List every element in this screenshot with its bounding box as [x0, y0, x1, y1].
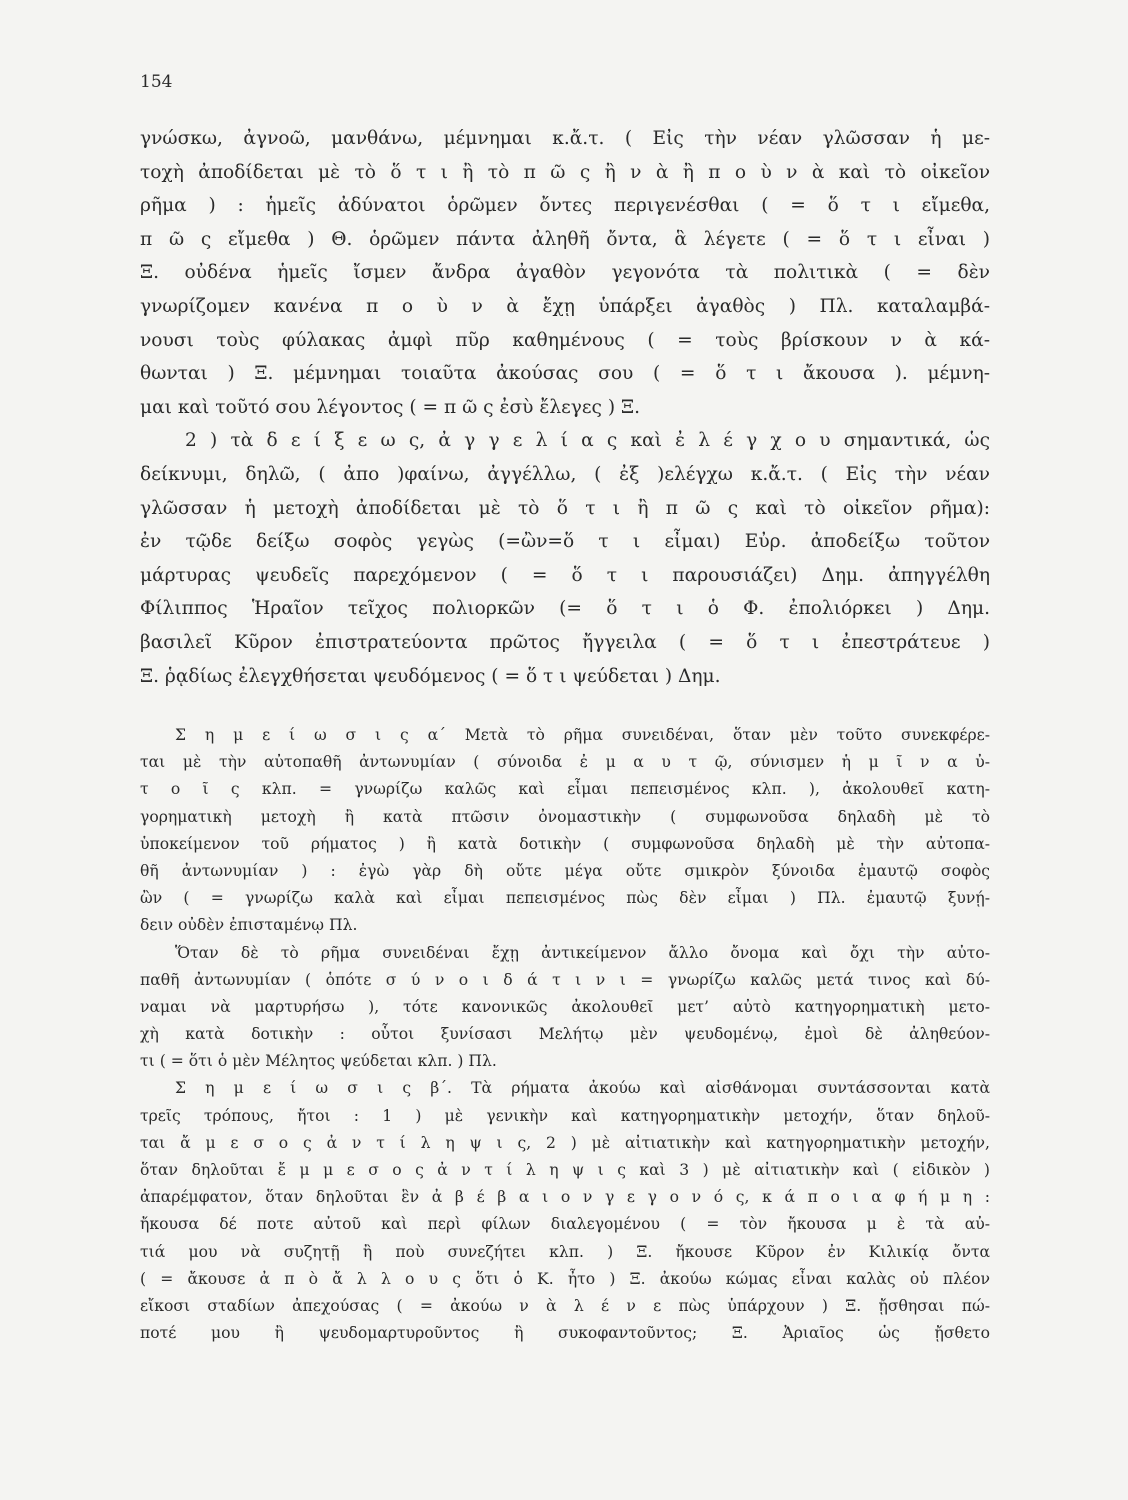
note-line: ται μὲ τὴν αὐτοπαθῆ ἀντωνυμίαν ( σύνοιδα ἐ μ α υ τ ῷ, σύνισμεν ἡ μ ῖ ν α ὐ- [140, 753, 990, 772]
main-text [140, 122, 990, 693]
note-line: τιά μου νὰ συζητῇ ἢ ποὺ συνεζήτει κλπ. ) Ξ. ἤκουσε Κῦρον ἐν Κιλικίᾳ ὄντα [140, 1242, 990, 1261]
note-line: γορηματικὴ μετοχὴ ἢ κατὰ πτῶσιν ὀνομαστικὴν ( συμφωνοῦσα δηλαδὴ μὲ τὸ [140, 807, 990, 826]
text-line: βασιλεῖ Κῦρον ἐπιστρατεύοντα πρῶτος ἤγγειλα ( = ὅ τ ι ἐπεστράτευε ) [140, 631, 990, 653]
text-line: Ξ. οὐδένα ἡμεῖς ἴσμεν ἄνδρα ἀγαθὸν γεγονότα τὰ πολιτικὰ ( = δὲν [140, 262, 990, 284]
note-line: τι ( = ὅτι ὁ μὲν Μέλητος ψεύδεται κλπ. ) Πλ. [140, 1052, 497, 1071]
note-line: θῆ ἀντωνυμίαν ) : ἐγὼ γὰρ δὴ οὔτε μέγα οὔτε σμικρὸν ξύνοιδα ἐμαυτῷ σοφὸς [140, 861, 990, 880]
text-line: ἐν τῷδε δείξω σοφὸς γεγὼς (=ὢν=ὅ τ ι εἶμαι) Εὐρ. ἀποδείξω τοῦτον [140, 531, 990, 553]
note-line: παθῆ ἀντωνυμίαν ( ὁπότε σ ύ ν ο ι δ ά τ ι ν ι = γνωρίζω καλῶς μετά τινος καὶ δύ- [140, 970, 990, 989]
text-line: θωνται ) Ξ. μέμνημαι τοιαῦτα ἀκούσας σου ( = ὅ τ ι ἄκουσα ). μέμνη- [140, 363, 990, 385]
text-line: μαι καὶ τοῦτό σου λέγοντος ( = π ῶ ς ἐσὺ ἔλεγες ) Ξ. [140, 396, 641, 418]
note-line: ( = ἄκουσε ἀ π ὸ ἄ λ λ ο υ ς ὅτι ὁ Κ. ἦτο ) Ξ. ἀκούω κώμας εἶναι καλὰς οὐ πλέον [140, 1269, 990, 1288]
note-line: ναμαι νὰ μαρτυρήσω ), τότε κανονικῶς ἀκολουθεῖ μετ’ αὐτὸ κατηγορηματικὴ μετο- [140, 997, 990, 1016]
note-line: ἤκουσα δέ ποτε αὐτοῦ καὶ περὶ φίλων διαλεγομένου ( = τὸν ἤκουσα μ ὲ τὰ αὐ- [140, 1215, 990, 1234]
text-line: γνωρίζομεν κανένα π ο ὺ ν ὰ ἔχῃ ὑπάρξει ἀγαθὸς ) Πλ. καταλαμβά- [140, 295, 990, 317]
text-line: γνώσκω, ἀγνοῶ, μανθάνω, μέμνημαι κ.ἄ.τ. ( Εἰς τὴν νέαν γλῶσσαν ἡ με- [140, 128, 990, 149]
note-line: ὅταν δηλοῦται ἔ μ μ ε σ ο ς ἀ ν τ ί λ η ψ ι ς καὶ 3 ) μὲ αἰτιατικὴν καὶ ( εἰδικὸν ) [140, 1161, 990, 1179]
text-line: ρῆμα ) : ἡμεῖς ἀδύνατοι ὁρῶμεν ὄντες περιγενέσθαι ( = ὅ τ ι εἴμεθα, [140, 195, 990, 217]
note-line: δειν οὐδὲν ἐπισταμένῳ Πλ. [140, 916, 358, 935]
note-line: Σ η μ ε ί ω σ ι ς β΄. Τὰ ρήματα ἀκούω καὶ αἰσθάνομαι συντάσσονται κατὰ [175, 1079, 990, 1098]
note-line: εἴκοσι σταδίων ἀπεχούσας ( = ἀκούω ν ὰ λ έ ν ε πὼς ὑπάρχουν ) Ξ. ᾔσθησαι πώ- [140, 1296, 990, 1315]
note-line: ἀπαρέμφατον, ὅταν δηλοῦται ἓν ἀ β έ β α ι ο ν γ ε γ ο ν ό ς, κ ά π ο ι α φ ή μ η : [140, 1188, 990, 1207]
text-line: νουσι τοὺς φύλακας ἀμφὶ πῦρ καθημένους ( = τοὺς βρίσκουν ν ὰ κά- [140, 329, 990, 351]
note-line: Ὅταν δὲ τὸ ρῆμα συνειδέναι ἔχῃ ἀντικείμενον ἄλλο ὄνομα καὶ ὄχι τὴν αὐτο- [175, 943, 990, 962]
note-line: τρεῖς τρόπους, ἤτοι : 1 ) μὲ γενικὴν καὶ κατηγορηματικὴν μετοχήν, ὅταν δηλοῦ- [140, 1106, 990, 1125]
note-line: ποτέ μου ἢ ψευδομαρτυροῦντος ἢ συκοφαντοῦντος; Ξ. Ἀριαῖος ὡς ᾔσθετο [140, 1324, 990, 1343]
note-line: τ ο ῖ ς κλπ. = γνωρίζω καλῶς καὶ εἶμαι πεπεισμένος κλπ. ), ἀκολουθεῖ κατη- [140, 780, 990, 799]
text-line: γλῶσσαν ἡ μετοχὴ ἀποδίδεται μὲ τὸ ὅ τ ι ἢ π ῶ ς καὶ τὸ οἰκεῖον ρῆμα): [140, 497, 990, 519]
text-line: μάρτυρας ψευδεῖς παρεχόμενον ( = ὅ τ ι παρουσιάζει) Δημ. ἀπηγγέλθη [140, 564, 990, 586]
note-line: χὴ κατὰ δοτικὴν : οὗτοι ξυνίσασι Μελήτῳ μὲν ψευδομένῳ, ἐμοὶ δὲ ἀληθεύον- [140, 1025, 990, 1044]
note-line: Σ η μ ε ί ω σ ι ς α΄ Μετὰ τὸ ρῆμα συνειδέναι, ὅταν μὲν τοῦτο συνεκφέρε- [175, 726, 990, 744]
text-line: Φίλιππος Ἡραῖον τεῖχος πολιορκῶν (= ὅ τ ι ὁ Φ. ἐπολιόρκει ) Δημ. [140, 598, 990, 620]
text-line: τοχὴ ἀποδίδεται μὲ τὸ ὅ τ ι ἢ τὸ π ῶ ς ἢ ν ὰ ἢ π ο ὺ ν ὰ καὶ τὸ οἰκεῖον [140, 161, 990, 183]
note-line: ται ἄ μ ε σ ο ς ἀ ν τ ί λ η ψ ι ς, 2 ) μὲ αἰτιατικὴν καὶ κατηγορηματικὴν μετοχήν, [140, 1133, 990, 1152]
text-line: Ξ. ῥᾳδίως ἐλεγχθήσεται ψευδόμενος ( = ὅ τ ι ψεύδεται ) Δημ. [140, 665, 721, 687]
text-line: π ῶ ς εἴμεθα ) Θ. ὁρῶμεν πάντα ἀληθῆ ὄντα, ἃ λέγετε ( = ὅ τ ι εἶναι ) [140, 228, 990, 250]
text-line: δείκνυμι, δηλῶ, ( ἀπο )φαίνω, ἀγγέλλω, ( ἐξ )ελέγχω κ.ἄ.τ. ( Εἰς τὴν νέαν [140, 463, 990, 485]
note-line: ὢν ( = γνωρίζω καλὰ καὶ εἶμαι πεπεισμένος πὼς δὲν εἶμαι ) Πλ. ἐμαυτῷ ξυνῄ- [140, 889, 990, 908]
note-line: ὑποκείμενον τοῦ ρήματος ) ἢ κατὰ δοτικὴν ( συμφωνοῦσα δηλαδὴ μὲ τὴν αὐτοπα- [140, 834, 990, 853]
text-line: 2 ) τὰ δ ε ί ξ ε ω ς, ἀ γ γ ε λ ί α ς καὶ ἐ λ έ γ χ ο υ σημαντικά, ὡς [185, 430, 990, 452]
notes-text [140, 722, 990, 1347]
page-number: 154 [140, 72, 173, 92]
